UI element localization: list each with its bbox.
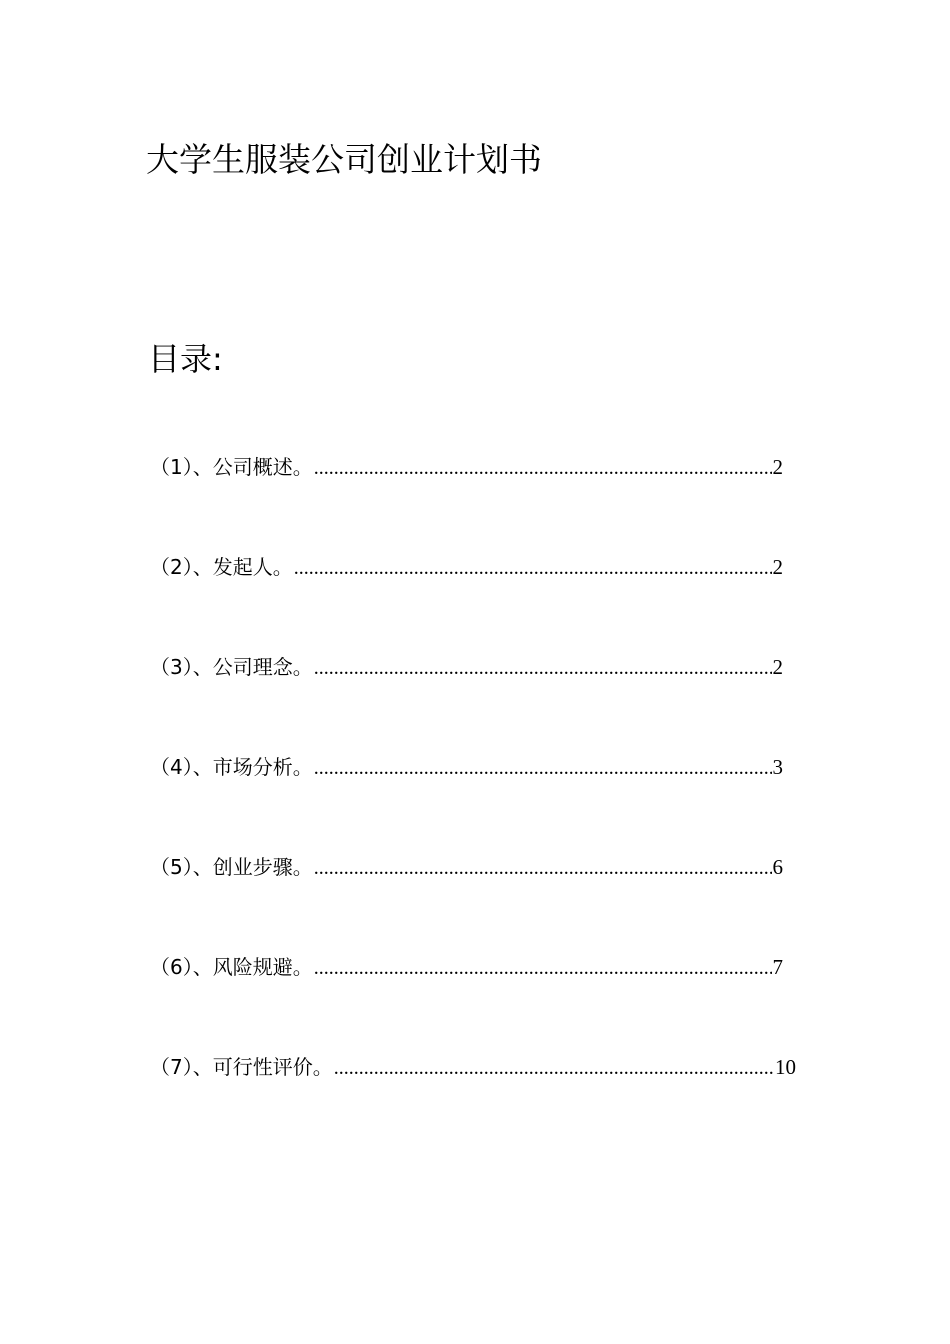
toc-entry-number: （7）、 (150, 1055, 213, 1079)
toc-entry-label: 公司概述。 (212, 455, 313, 479)
toc-heading: 目录: (148, 340, 223, 378)
toc-entry[interactable] (150, 952, 783, 1052)
toc-entry[interactable] (150, 752, 783, 852)
toc-entry-label: 市场分析。 (212, 755, 313, 779)
toc-entry-page: 6 (772, 855, 783, 879)
toc-entry-number: （1）、 (150, 455, 213, 479)
table-of-contents (150, 452, 800, 1152)
toc-dot-leader (294, 553, 772, 583)
toc-entry-label: 可行性评价。 (212, 1055, 333, 1079)
toc-entry[interactable] (150, 452, 783, 552)
toc-entry[interactable] (150, 852, 783, 952)
toc-entry-label: 发起人。 (212, 555, 293, 579)
toc-entry-page: 2 (772, 455, 783, 479)
toc-entry-page: 7 (772, 955, 783, 979)
toc-entry[interactable] (150, 652, 783, 752)
toc-entry-label: 创业步骤。 (212, 855, 313, 879)
toc-entry[interactable] (150, 1052, 796, 1152)
toc-dot-leader (314, 653, 772, 683)
toc-entry-number: （6）、 (150, 955, 213, 979)
toc-entry-number: （4）、 (150, 755, 213, 779)
toc-entry-number: （3）、 (150, 655, 213, 679)
toc-entry-page: 2 (772, 655, 783, 679)
toc-dot-leader (314, 853, 772, 883)
toc-entry-page: 2 (772, 555, 783, 579)
toc-entry[interactable] (150, 552, 783, 652)
toc-entry-number: （2）、 (150, 555, 213, 579)
toc-dot-leader (314, 953, 772, 983)
toc-dot-leader (314, 453, 772, 483)
toc-entry-page: 3 (772, 755, 783, 779)
document-title: 大学生服装公司创业计划书 (146, 140, 542, 179)
toc-entry-label: 风险规避。 (212, 955, 313, 979)
toc-dot-leader (334, 1053, 774, 1083)
toc-entry-page: 10 (775, 1055, 796, 1079)
toc-dot-leader (314, 753, 772, 783)
toc-entry-number: （5）、 (150, 855, 213, 879)
toc-entry-label: 公司理念。 (212, 655, 313, 679)
